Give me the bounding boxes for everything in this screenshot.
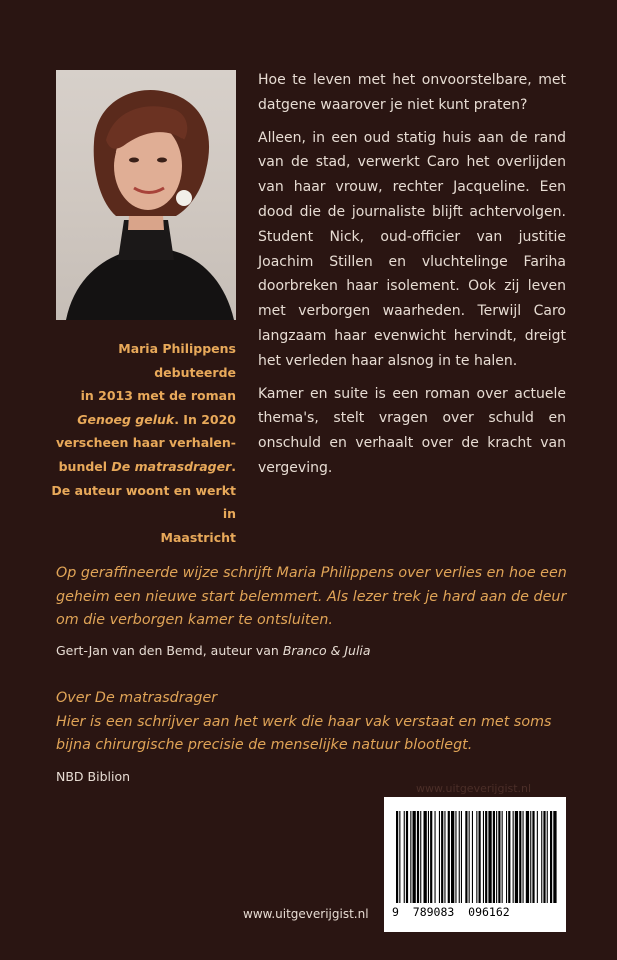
barcode-bar [502,811,503,903]
barcode-bar [515,811,518,903]
barcode-bar [396,811,398,903]
isbn-digits: 9 789083 096162 [392,905,510,919]
publisher-website: www.uitgeverijgist.nl [243,907,369,921]
barcode-bar [439,811,440,903]
barcode-bar [469,811,470,903]
barcode-bar [399,811,400,903]
bio-line: verscheen haar verhalen- [55,435,236,451]
barcode-bar [417,811,419,903]
author-bio [40,337,236,549]
barcode-bar [476,811,477,903]
barcode-bar [498,811,500,903]
barcode-bar [406,811,408,903]
book-blurb [258,68,566,489]
blurb-paragraph: Kamer en suite is een roman over actuele thema's, stelt vragen over schuld en onschuld en verhaalt over de kracht van vergeving. [258,385,566,476]
author-photo [56,70,236,320]
barcode-bar [444,811,445,903]
barcode-bar [488,811,491,903]
barcode-bar [413,811,416,903]
bio-line: De auteur woont en werkt in [51,482,236,522]
barcode-bar [428,811,429,903]
barcode-bar [485,811,487,903]
barcode-bar [513,811,514,903]
barcode-bar [424,811,427,903]
review-attribution-1: Gert-Jan van den Bemd, auteur van Branco & Julia [56,643,371,658]
barcode-bar [483,811,484,903]
barcode-bar [420,811,421,903]
barcode-bar [553,811,556,903]
barcode-bar [479,811,481,903]
barcode-bar [523,811,524,903]
barcode-bar [493,811,495,903]
barcode-bar [496,811,497,903]
barcode-bar [465,811,467,903]
barcode-bar [448,811,450,903]
blurb-paragraph: Alleen, in een oud statig huis aan de rand van de stad, verwerkt Caro het overlijden van haar vrouw, rechter Jacqueline. Een dood die de journaliste blijft achtervolgen. Student Nick, oud-officier van justitie Joachim Stillen en vluchtelinge Fariha doorbreken haar isolement. Ook zij leven met verborgen waarheden. Terwijl Caro langzaam haar evenwicht hervindt, dreigt het verleden haar alsnog in te halen. [258,129,566,369]
barcode-bar [519,811,521,903]
bio-line: Maria Philippens debuteerde [118,341,236,380]
bio-line: Maastricht [160,529,236,545]
review-heading: Over De matrasdrager [56,690,218,706]
faded-website-text: www.uitgeverijgist.nl [416,782,532,795]
barcode-bar [451,811,454,903]
bio-line: in 2013 met de roman [80,388,236,404]
barcode-bar [537,811,538,903]
barcode-bar [541,811,542,903]
barcode-bar [435,811,436,903]
book-title: Genoeg geluk [77,411,175,427]
review-attribution-2: NBD Biblion [56,769,131,784]
barcode-bar [472,811,473,903]
barcode-bar [508,811,510,903]
blurb-paragraph: Hoe te leven met het onvoorstelbare, met datgene waarover je niet kunt praten? [258,72,566,113]
book-title: De matrasdrager [111,458,232,474]
barcode-bar [543,811,545,903]
review-quote-1: Op geraffineerde wijze schrijft Maria Philippens over verlies en hoe een geheim een nieuwe start belemmert. Als lezer trek je hard aan de deur om die verborgen kamer te ontsluiten. [56,565,567,628]
barcode-bar [430,811,432,903]
barcode-bar [410,811,411,903]
author-portrait-icon [56,70,236,320]
barcode-bar [506,811,507,903]
barcode-bar [404,811,405,903]
barcode-bar [441,811,443,903]
barcode-bar [547,811,548,903]
bio-line: bundel De matrasdrager. [58,458,236,474]
barcode-bar [455,811,456,903]
barcode-bar [526,811,529,903]
review-quote-2: Over De matrasdrager Hier is een schrijver aan het werk die haar vak verstaat en met soms bijna chirurgische precisie de menselijke natuur blootlegt. [56,687,576,758]
isbn-barcode [384,797,566,932]
barcode-bar [530,811,531,903]
bio-line: Genoeg geluk. In 2020 [77,411,236,427]
barcode-bar [459,811,460,903]
barcode-bar [461,811,462,903]
barcode-bar [532,811,534,903]
barcode-bar [550,811,552,903]
barcode-bars [392,811,558,903]
